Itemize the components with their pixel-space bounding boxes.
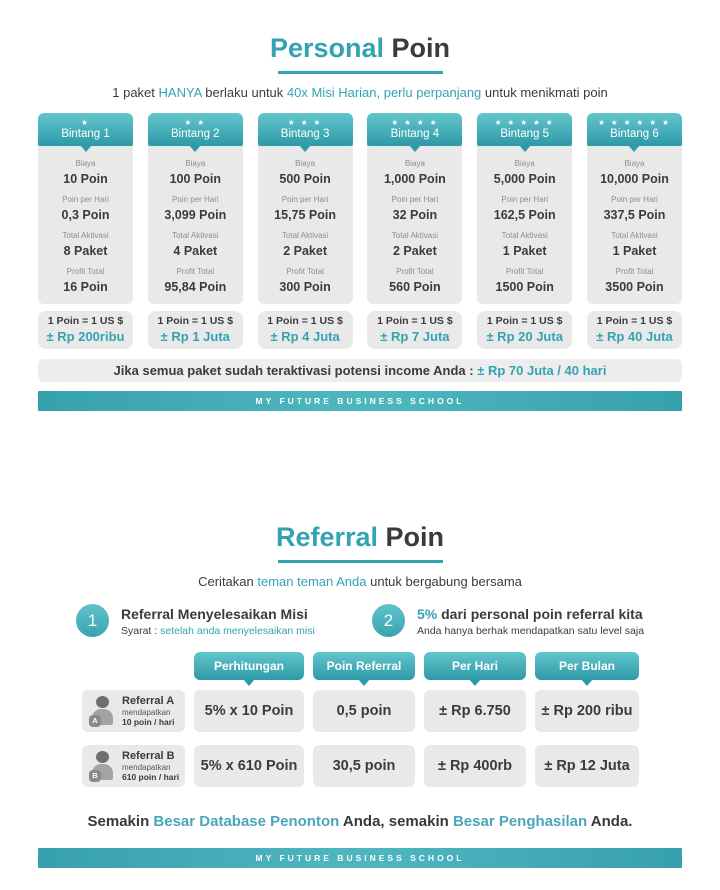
page-title: [0, 523, 720, 551]
pointer-down-icon: [469, 679, 481, 686]
package-name: Bintang 1: [61, 128, 110, 140]
row-value: 162,5 Poin: [493, 208, 556, 222]
row-label: Poin per Hari: [391, 195, 439, 204]
row-value: 337,5 Poin: [603, 208, 666, 222]
pointer-down-icon: [358, 679, 370, 686]
row-label: Biaya: [404, 159, 425, 168]
row-label: Poin per Hari: [171, 195, 219, 204]
star-icons: ★ ★: [184, 118, 207, 127]
row-value: 16 Poin: [63, 280, 108, 294]
package-body: [38, 146, 133, 304]
idr-value: ± Rp 4 Juta: [270, 329, 340, 344]
column-header-perhitungan: Perhitungan: [194, 652, 304, 680]
row-value: 95,84 Poin: [164, 280, 227, 294]
rate-text: 1 Poin = 1 US $: [596, 315, 673, 327]
row-label: Total Aktivasi: [611, 231, 658, 240]
row-value: 15,75 Poin: [274, 208, 337, 222]
pointer-down-icon: [80, 145, 92, 152]
title-accent: Referral: [275, 522, 379, 552]
package-body: [148, 146, 243, 304]
row-label: Profit Total: [286, 267, 324, 276]
package-table: [38, 113, 682, 304]
row-value: 1 Paket: [612, 244, 657, 258]
closing-statement: Semakin Besar Database Penonton Anda, semakin Besar Penghasilan Anda.: [87, 813, 633, 830]
package-name: Bintang 2: [170, 128, 220, 140]
star-icons: ★ ★ ★ ★: [391, 118, 439, 127]
exchange-box: [587, 311, 682, 349]
package-column-bintang-6: [587, 113, 682, 304]
rate-text: 1 Poin = 1 US $: [157, 315, 234, 327]
row-label: Biaya: [295, 159, 316, 168]
title-accent: Personal: [269, 33, 385, 63]
point-1: [76, 604, 372, 638]
package-column-bintang-1: [38, 113, 133, 304]
table-cell: ± Rp 400rb: [424, 745, 526, 787]
exchange-box: [477, 311, 572, 349]
referral-subtitle: Ceritakan teman teman Anda untuk bergabung bersama: [198, 574, 522, 589]
column-header-poin-referral: Poin Referral: [313, 652, 415, 680]
package-name: Bintang 4: [390, 128, 440, 140]
title-underline: [278, 560, 443, 563]
star-icons: ★ ★ ★: [287, 118, 323, 127]
idr-value: ± Rp 7 Juta: [380, 329, 450, 344]
star-icons: ★: [81, 118, 90, 127]
row-value: 500 Poin: [279, 172, 331, 186]
pointer-down-icon: [299, 145, 311, 152]
row-label: Profit Total: [615, 267, 654, 276]
table-cell: ± Rp 6.750: [424, 690, 526, 732]
package-header: [587, 113, 682, 146]
pointer-down-icon: [581, 679, 593, 686]
row-label: Poin per Hari: [611, 195, 658, 204]
package-header: [148, 113, 243, 146]
title-underline: [278, 71, 443, 74]
income-banner: Jika semua paket sudah teraktivasi potensi income Anda : ± Rp 70 Juta / 40 hari: [38, 359, 682, 382]
table-cell: 30,5 poin: [313, 745, 415, 787]
numbered-points: [76, 604, 720, 638]
package-column-bintang-3: [258, 113, 353, 304]
row-label: Total Aktivasi: [62, 231, 109, 240]
rate-text: 1 Poin = 1 US $: [47, 315, 124, 327]
brand-bar: MY FUTURE BUSINESS SCHOOL: [38, 848, 682, 868]
title-rest: Poin: [378, 522, 445, 552]
row-label: Biaya: [624, 159, 645, 168]
pointer-down-icon: [519, 145, 531, 152]
package-name: Bintang 3: [280, 128, 330, 140]
point-subtitle: Anda hanya berhak mendapatkan satu level saja: [417, 625, 645, 637]
package-body: [367, 146, 462, 304]
pointer-down-icon: [409, 145, 421, 152]
row-value: 1500 Poin: [495, 280, 554, 294]
row-value: 560 Poin: [389, 280, 441, 294]
star-icons: ★ ★ ★ ★ ★ ★: [598, 118, 671, 127]
number-badge: 1: [76, 604, 109, 637]
star-icons: ★ ★ ★ ★ ★: [494, 118, 555, 127]
point-2: [372, 604, 644, 638]
package-name: Bintang 5: [500, 128, 549, 140]
row-label: Biaya: [185, 159, 206, 168]
package-name: Bintang 6: [610, 128, 659, 140]
row-label: Total Aktivasi: [391, 231, 439, 240]
package-column-bintang-4: [367, 113, 462, 304]
row-value: 4 Paket: [173, 244, 218, 258]
row-label: Total Aktivasi: [281, 231, 329, 240]
exchange-box: [258, 311, 353, 349]
row-value: 8 Paket: [63, 244, 108, 258]
point-title: Referral Menyelesaikan Misi: [121, 606, 308, 622]
row-value: 10,000 Poin: [600, 172, 669, 186]
column-header-per-hari: Per Hari: [424, 652, 526, 680]
row-value: 3500 Poin: [605, 280, 664, 294]
package-header: [38, 113, 133, 146]
row-value: 32 Poin: [392, 208, 438, 222]
idr-value: ± Rp 20 Juta: [486, 329, 563, 344]
title-rest: Poin: [384, 33, 451, 63]
personal-poin-section: [0, 0, 720, 411]
referral-table: [82, 652, 720, 787]
row-label: Total Aktivasi: [172, 231, 219, 240]
letter-badge: B: [89, 770, 101, 782]
package-body: [258, 146, 353, 304]
row-value: 100 Poin: [169, 172, 221, 186]
pointer-down-icon: [243, 679, 255, 686]
row-label: Profit Total: [66, 267, 105, 276]
exchange-box: [367, 311, 462, 349]
table-cell: ± Rp 12 Juta: [535, 745, 639, 787]
column-header-per-bulan: Per Bulan: [535, 652, 639, 680]
table-cell: 5% x 10 Poin: [194, 690, 304, 732]
row-value: 0,3 Poin: [61, 208, 110, 222]
row-value: 1,000 Poin: [383, 172, 446, 186]
exchange-box: [148, 311, 243, 349]
idr-value: ± Rp 1 Juta: [160, 329, 230, 344]
row-label: Profit Total: [176, 267, 215, 276]
row-label: Profit Total: [505, 267, 544, 276]
row-label: Biaya: [75, 159, 96, 168]
row-label: Total Aktivasi: [501, 231, 548, 240]
section-gap: [0, 411, 720, 523]
package-body: [587, 146, 682, 304]
table-cell: ± Rp 200 ribu: [535, 690, 639, 732]
point-subtitle: Syarat : setelah anda menyelesaikan misi: [121, 625, 315, 637]
row-value: 10 Poin: [63, 172, 108, 186]
rate-text: 1 Poin = 1 US $: [486, 315, 563, 327]
row-value: 300 Poin: [279, 280, 331, 294]
idr-value: ± Rp 40 Juta: [596, 329, 673, 344]
row-value: 2 Paket: [283, 244, 327, 258]
header-spacer: [82, 652, 185, 680]
table-cell: 0,5 poin: [313, 690, 415, 732]
row-value: 1 Paket: [502, 244, 547, 258]
person-icon: [89, 750, 116, 782]
referral-a-label: A Referral A mendapatkan 10 poin / hari: [82, 690, 185, 732]
package-body: [477, 146, 572, 304]
row-label: Poin per Hari: [281, 195, 329, 204]
pointer-down-icon: [189, 145, 201, 152]
package-header: [258, 113, 353, 146]
package-column-bintang-5: [477, 113, 572, 304]
exchange-rate-row: [38, 311, 682, 349]
person-icon: [89, 695, 116, 727]
package-header: [477, 113, 572, 146]
table-cell: 5% x 610 Poin: [194, 745, 304, 787]
rate-text: 1 Poin = 1 US $: [267, 315, 343, 327]
pointer-down-icon: [628, 145, 640, 152]
row-value: 2 Paket: [393, 244, 437, 258]
idr-value: ± Rp 200ribu: [46, 329, 125, 344]
personal-subtitle: 1 paket HANYA berlaku untuk 40x Misi Harian, perlu perpanjang untuk menikmati poin: [112, 85, 608, 100]
number-badge: 2: [372, 604, 405, 637]
rate-text: 1 Poin = 1 US $: [377, 315, 453, 327]
letter-badge: A: [89, 715, 101, 727]
referral-poin-section: [0, 523, 720, 868]
row-label: Biaya: [514, 159, 535, 168]
row-label: Profit Total: [396, 267, 434, 276]
row-value: 5,000 Poin: [493, 172, 556, 186]
page-title: [0, 34, 720, 62]
row-label: Poin per Hari: [62, 195, 109, 204]
row-label: Poin per Hari: [501, 195, 549, 204]
package-header: [367, 113, 462, 146]
exchange-box: [38, 311, 133, 349]
row-value: 3,099 Poin: [164, 208, 227, 222]
package-column-bintang-2: [148, 113, 243, 304]
point-title: 5% dari personal poin referral kita: [417, 606, 643, 622]
brand-bar: MY FUTURE BUSINESS SCHOOL: [38, 391, 682, 411]
referral-b-label: B Referral B mendapatkan 610 poin / hari: [82, 745, 185, 787]
